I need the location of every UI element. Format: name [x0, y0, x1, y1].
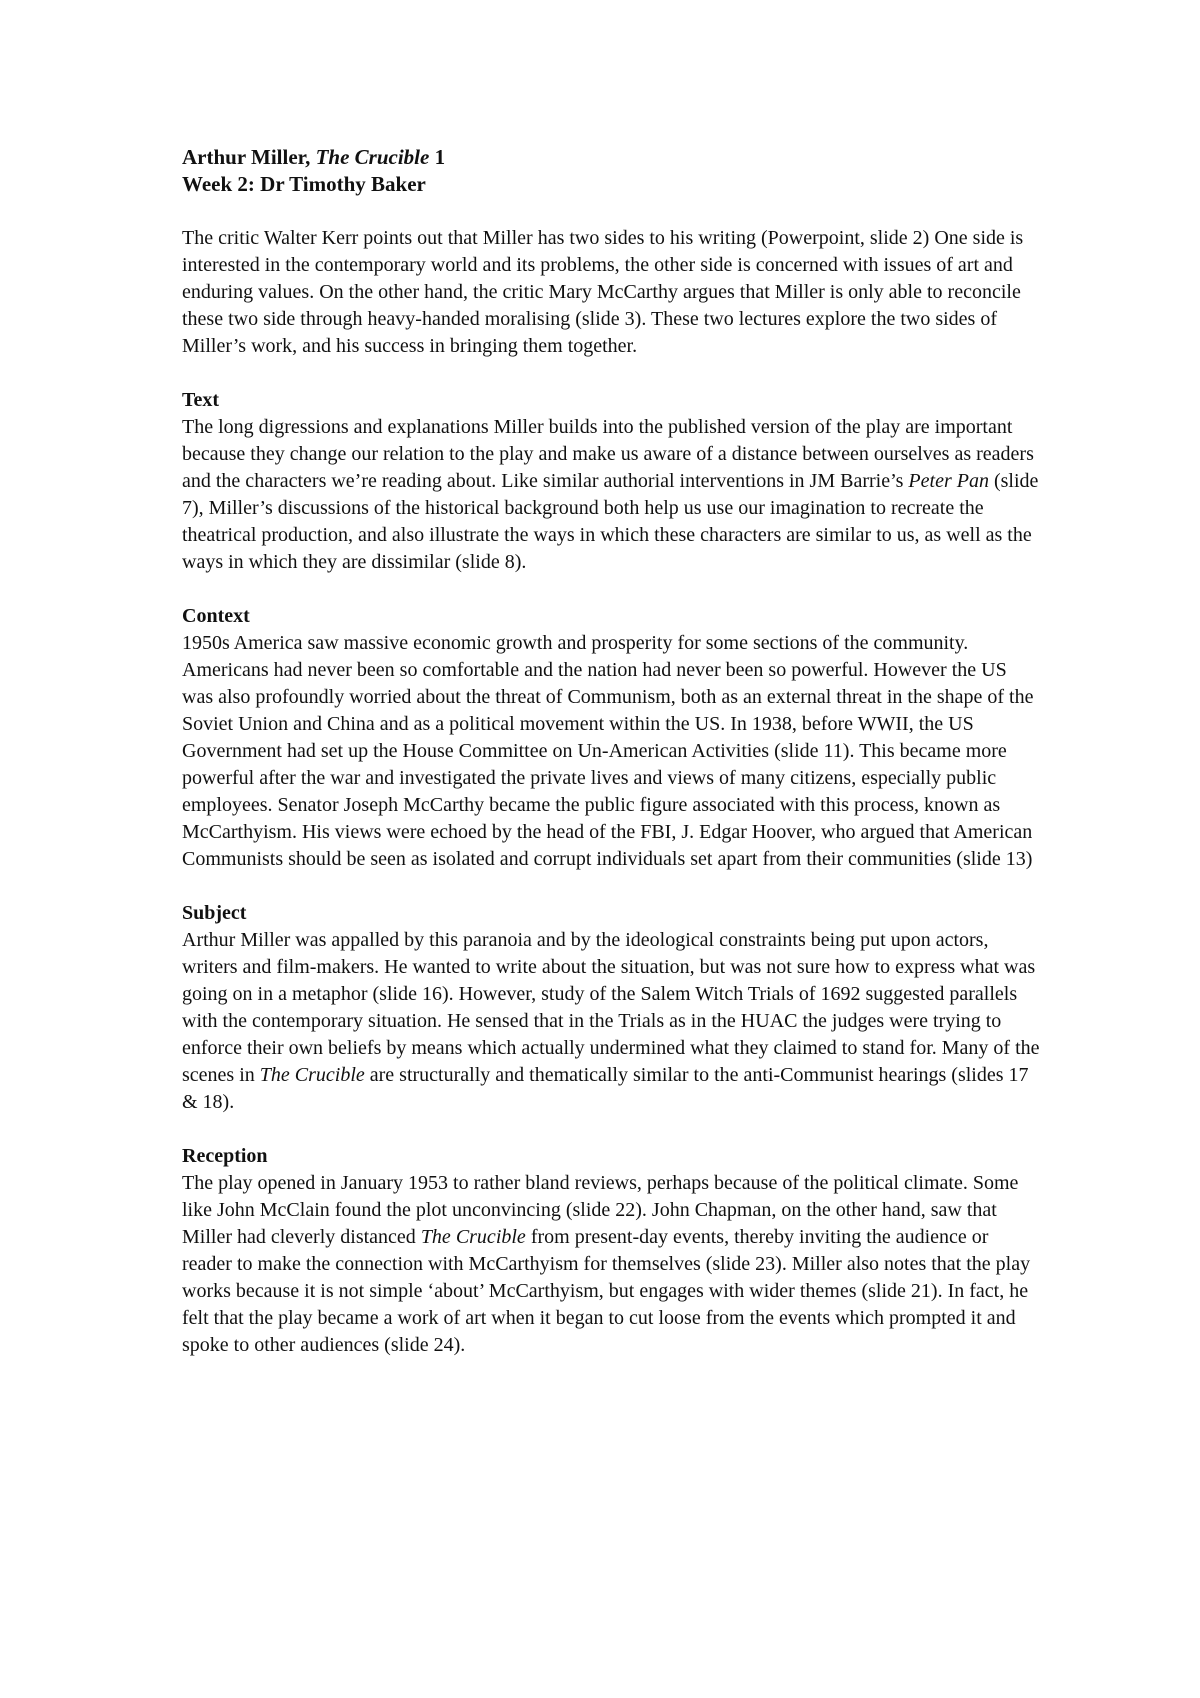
- spacer: [182, 198, 1042, 225]
- context-paragraph: 1950s America saw massive economic growth and prosperity for some sections of the community. Americans had never been so comfortable and the nation had never been so powerful. However the US was also profoundly worried about the threat of Communism, both as an external threat in the shape of the Soviet Union and China and as a political movement within the US. In 1938, before WWII, the US Government had set up the House Committee on Un-American Activities (slide 11). This became more powerful after the war and investigated the private lives and views of many citizens, especially public employees. Senator Joseph McCarthy became the public figure associated with this process, known as McCarthyism. His views were echoed by the head of the FBI, J. Edgar Hoover, who argued that American Communists should be seen as isolated and corrupt individuals set apart from their communities (slide 13): [182, 632, 1034, 870]
- reception-paragraph-part1: The play opened in January 1953 to rather bland reviews, perhaps because of the political climate. Some like John McClain found the plot unconvincing (slide 22). John Chapman, on the other hand, saw that Miller had cleverly distanced: [182, 1172, 1019, 1248]
- title-play: The Crucible: [315, 145, 430, 169]
- spacer: [182, 1116, 1042, 1143]
- section-heading-subject: Subject: [182, 902, 247, 924]
- title-author: Arthur Miller,: [182, 145, 316, 169]
- document-title: [182, 144, 1042, 171]
- subject-paragraph-part2: are structurally and thematically similar to the anti-Communist hearings (slides 17 & 18).: [182, 1064, 1029, 1113]
- text-paragraph-part1: The long digressions and explanations Miller builds into the published version of the play are important because they change our relation to the play and make us aware of a distance between ourselves as readers and the characters we’re reading about. Like similar authorial interventions in JM Barrie’s: [182, 416, 1034, 492]
- text-paragraph: [182, 414, 1042, 576]
- subject-paragraph: [182, 927, 1042, 1116]
- intro-paragraph: The critic Walter Kerr points out that Miller has two sides to his writing (Powerpoint, slide 2) One side is interested in the contemporary world and its problems, the other side is concerned with issues of art and enduring values. On the other hand, the critic Mary McCarthy argues that Miller is only able to reconcile these two side through heavy-handed moralising (slide 3). These two lectures explore the two sides of Miller’s work, and his success in bringing them together.: [182, 227, 1024, 357]
- reception-paragraph-italic: The Crucible: [420, 1226, 526, 1248]
- title-part-number: 1: [429, 145, 446, 169]
- section-heading-context: Context: [182, 605, 250, 627]
- reception-paragraph-part2: from present-day events, thereby inviting the audience or reader to make the connection with McCarthyism for themselves (slide 23). Miller also notes that the play works because it is not simple ‘about’ McCarthyism, but engages with wider themes (slide 21). In fact, he felt that the play became a work of art when it began to cut loose from the events which prompted it and spoke to other audiences (slide 24).: [182, 1226, 1031, 1356]
- spacer: [182, 576, 1042, 603]
- spacer: [182, 873, 1042, 900]
- subject-paragraph-italic: The Crucible: [259, 1064, 365, 1086]
- text-paragraph-italic: Peter Pan: [908, 470, 989, 492]
- subject-paragraph-part1: Arthur Miller was appalled by this paranoia and by the ideological constraints being put upon actors, writers and film-makers. He wanted to write about the situation, but was not sure how to express what was going on in a metaphor (slide 16). However, study of the Salem Witch Trials of 1692 suggested parallels with the contemporary situation. He sensed that in the Trials as in the HUAC the judges were trying to enforce their own beliefs by means which actually undermined what they claimed to stand for. Many of the scenes in: [182, 929, 1040, 1086]
- document-page: [182, 144, 1042, 1359]
- section-heading-reception: Reception: [182, 1145, 268, 1167]
- text-paragraph-part2: (slide 7), Miller’s discussions of the historical background both help us use our imagination to recreate the theatrical production, and also illustrate the ways in which these characters are similar to us, as well as the ways in which they are dissimilar (slide 8).: [182, 470, 1039, 573]
- section-heading-text: Text: [182, 389, 220, 411]
- reception-paragraph: [182, 1170, 1042, 1359]
- document-subtitle: Week 2: Dr Timothy Baker: [182, 172, 426, 196]
- spacer: [182, 360, 1042, 387]
